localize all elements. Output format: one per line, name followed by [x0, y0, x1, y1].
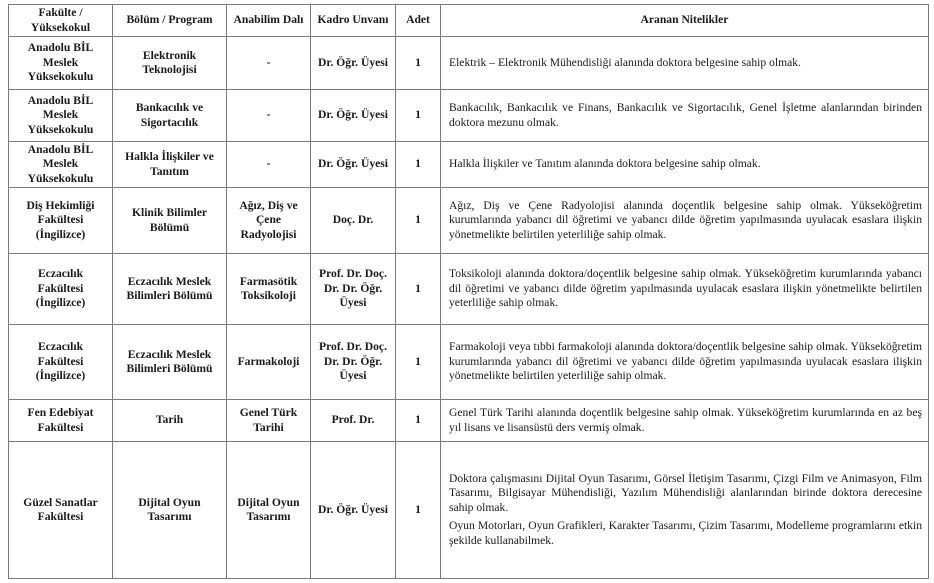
cell-nitelikler: [441, 142, 929, 188]
cell-kadro: Doç. Dr.: [311, 188, 396, 254]
cell-adet: 1: [396, 325, 441, 400]
cell-bolum: Halkla İlişkiler ve Tanıtım: [113, 142, 227, 188]
cell-nitelikler: [441, 325, 929, 400]
header-kadro: Kadro Unvanı: [311, 5, 396, 37]
cell-adet: 1: [396, 254, 441, 325]
cell-anabilim: Ağız, Diş ve Çene Radyolojisi: [227, 188, 311, 254]
cell-bolum: Eczacılık Meslek Bilimleri Bölümü: [113, 254, 227, 325]
qualification-text: Farmakoloji veya tıbbi farmakoloji alanında doktora/doçentlik belgesine sahip olmak. Yükseköğretim kurumlarında yabancı dil öğretimi ve yabancı dilde öğretim yapılmasında uyulacak esaslara ilişkin yönetmelikte belirtilen yeterliliğe sahip olmak.: [449, 340, 922, 383]
cell-fakulte: Diş Hekimliği Fakültesi (İngilizce): [9, 188, 113, 254]
table-row: [9, 188, 929, 254]
cell-nitelikler: [441, 400, 929, 442]
header-row: [9, 5, 929, 37]
cell-anabilim: Farmakoloji: [227, 325, 311, 400]
header-anabilim: Anabilim Dalı: [227, 5, 311, 37]
header-fakulte: Fakülte / Yüksekokul: [9, 5, 113, 37]
cell-anabilim: -: [227, 37, 311, 90]
qualification-text: Doktora çalışmasını Dijital Oyun Tasarımı, Görsel İletişim Tasarımı, Çizgi Film ve Animasyon, Film Tasarımı, Bilgisayar Mühendisliği, Yazılım Mühendisliği alanlarından birinde doktora derecesine sahip olmak.: [449, 471, 922, 514]
cell-kadro: Dr. Öğr. Üyesi: [311, 442, 396, 579]
cell-fakulte: Anadolu BİL Meslek Yüksekokulu: [9, 142, 113, 188]
cell-adet: 1: [396, 400, 441, 442]
cell-bolum: Elektronik Teknolojisi: [113, 37, 227, 90]
staff-positions-table: [8, 4, 929, 579]
header-adet: Adet: [396, 5, 441, 37]
cell-anabilim: -: [227, 142, 311, 188]
cell-kadro: Dr. Öğr. Üyesi: [311, 37, 396, 90]
cell-anabilim: Dijital Oyun Tasarımı: [227, 442, 311, 579]
cell-nitelikler: [441, 254, 929, 325]
cell-fakulte: Fen Edebiyat Fakültesi: [9, 400, 113, 442]
qualification-text: Bankacılık, Bankacılık ve Finans, Bankacılık ve Sigortacılık, Genel İşletme alanlarından birinden doktora mezunu olmak.: [449, 101, 922, 129]
table-row: [9, 400, 929, 442]
cell-bolum: Dijital Oyun Tasarımı: [113, 442, 227, 579]
cell-nitelikler: [441, 442, 929, 579]
cell-kadro: Prof. Dr.: [311, 400, 396, 442]
cell-fakulte: Anadolu BİL Meslek Yüksekokulu: [9, 37, 113, 90]
cell-bolum: Tarih: [113, 400, 227, 442]
cell-kadro: Prof. Dr. Doç. Dr. Dr. Öğr. Üyesi: [311, 254, 396, 325]
cell-anabilim: -: [227, 90, 311, 142]
qualification-text: Halkla İlişkiler ve Tanıtım alanında doktora belgesine sahip olmak.: [449, 157, 761, 171]
cell-anabilim: Genel Türk Tarihi: [227, 400, 311, 442]
cell-fakulte: Eczacılık Fakültesi (İngilizce): [9, 254, 113, 325]
cell-nitelikler: [441, 188, 929, 254]
cell-fakulte: Güzel Sanatlar Fakültesi: [9, 442, 113, 579]
cell-bolum: Bankacılık ve Sigortacılık: [113, 90, 227, 142]
cell-bolum: Klinik Bilimler Bölümü: [113, 188, 227, 254]
table-row: [9, 90, 929, 142]
cell-kadro: Prof. Dr. Doç. Dr. Dr. Öğr. Üyesi: [311, 325, 396, 400]
qualification-text: Genel Türk Tarihi alanında doçentlik belgesine sahip olmak. Yükseköğretim kurumlarında en az beş yıl lisans ve lisansüstü ders vermiş olmak.: [449, 406, 922, 434]
cell-kadro: Dr. Öğr. Üyesi: [311, 90, 396, 142]
cell-adet: 1: [396, 90, 441, 142]
header-bolum: Bölüm / Program: [113, 5, 227, 37]
cell-nitelikler: [441, 90, 929, 142]
cell-fakulte: Anadolu BİL Meslek Yüksekokulu: [9, 90, 113, 142]
table-row: [9, 325, 929, 400]
table-row: [9, 142, 929, 188]
cell-fakulte: Eczacılık Fakültesi (İngilizce): [9, 325, 113, 400]
qualification-text: Toksikoloji alanında doktora/doçentlik belgesine sahip olmak. Yükseköğretim kurumlarında yabancı dil öğretimi ve yabancı dilde öğretim yapılmasında uyulacak esaslara ilişkin yönetmelikte belirtilen yeterliliğe sahip olmak.: [449, 267, 922, 310]
cell-adet: 1: [396, 37, 441, 90]
cell-adet: 1: [396, 188, 441, 254]
cell-adet: 1: [396, 442, 441, 579]
table-row: [9, 442, 929, 579]
cell-adet: 1: [396, 142, 441, 188]
cell-nitelikler: [441, 37, 929, 90]
cell-kadro: Dr. Öğr. Üyesi: [311, 142, 396, 188]
qualification-text: Elektrik – Elektronik Mühendisliği alanında doktora belgesine sahip olmak.: [449, 55, 801, 69]
qualification-text: Oyun Motorları, Oyun Grafikleri, Karakter Tasarımı, Çizim Tasarımı, Modelleme programlarını etkin şekilde kullanabilmek.: [449, 519, 922, 547]
cell-bolum: Eczacılık Meslek Bilimleri Bölümü: [113, 325, 227, 400]
header-nitelikler: Aranan Nitelikler: [441, 5, 929, 37]
table-row: [9, 37, 929, 90]
table-row: [9, 254, 929, 325]
cell-anabilim: Farmasötik Toksikoloji: [227, 254, 311, 325]
qualification-text: Ağız, Diş ve Çene Radyolojisi alanında doçentlik belgesine sahip olmak. Yükseköğretim kurumlarında yabancı dil öğretimi ve yabancı dilde öğretim yapılmasında uyulacak esaslara ilişkin yönetmelikte belirtilen yeterliliğe sahip olmak.: [449, 198, 922, 241]
